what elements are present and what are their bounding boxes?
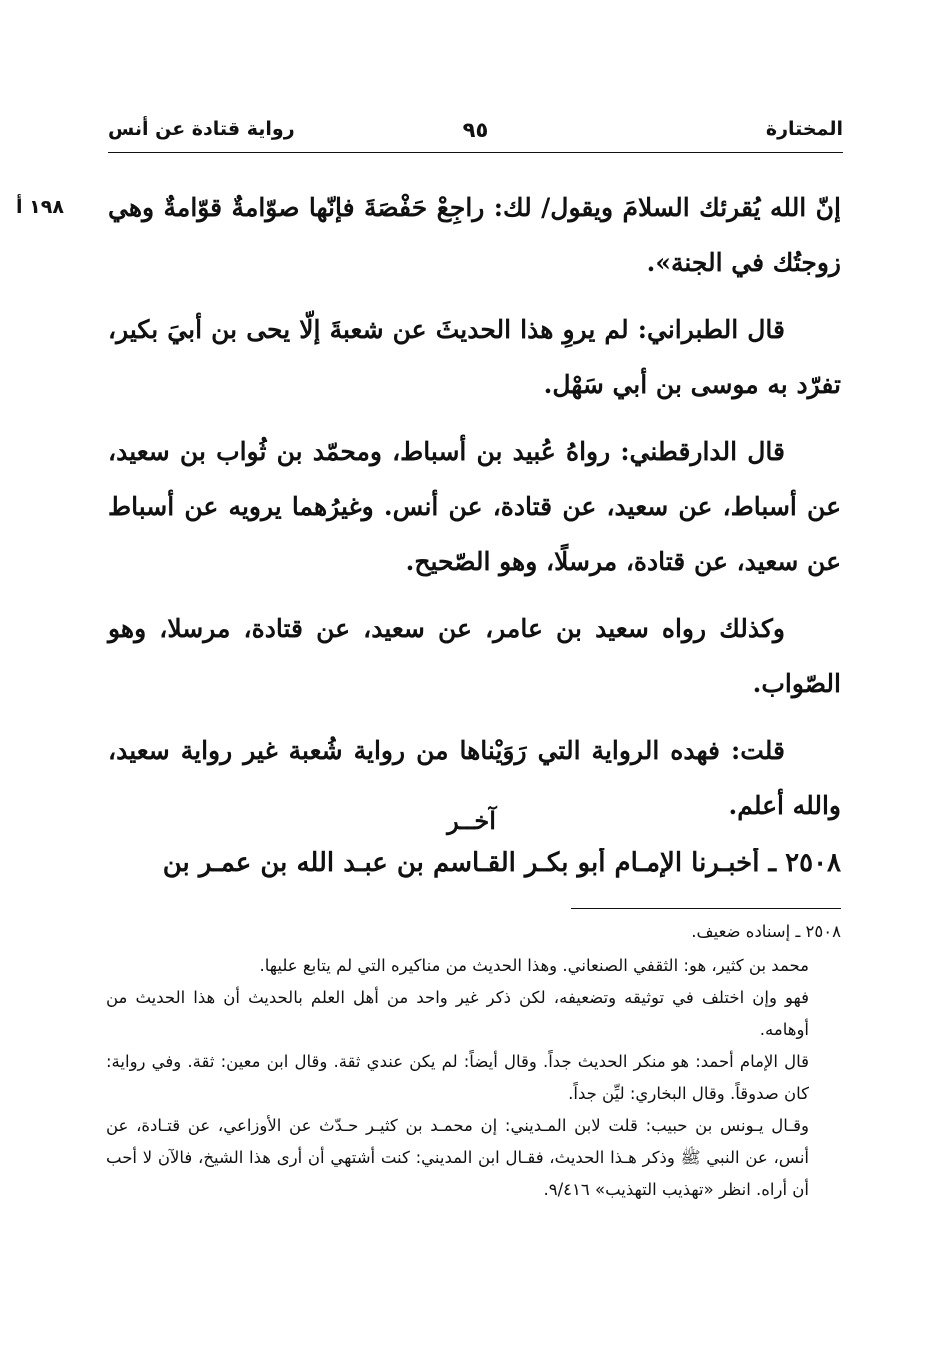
- running-header: [108, 118, 843, 154]
- footnote-paragraph: فهو وإن اختلف في توثيقه وتضعيفه، لكن ذكر غير واحد من أهل العلم بالحديث أن هذا الحديث من أوهامه.: [106, 988, 809, 1039]
- header-divider: [108, 152, 843, 153]
- body-paragraph: إنّ الله يُقرئك السلامَ ويقول/ لك: راجِعْ حَفْصَةَ فإنّها صوّامةٌ قوّامةٌ وهي زوجتُك في الجنة».: [108, 193, 841, 277]
- hadith-opening: ٢٥٠٨ ـ أخبـرنا الإمـام أبو بكـر القـاسم بن عبـد الله بن عمـر بن: [162, 848, 841, 878]
- footnotes: [106, 916, 841, 1206]
- chapter-title: رواية قتادة عن أنس: [108, 118, 295, 140]
- footnote-paragraph: وقـال يـونس بن حبيب: قلت لابن المـديني: إن محمـد بن كثيـر حـدّث عن الأوزاعي، عن قتـادة، عن أنس، عن النبي ﷺ وذكر هـذا الحديث، فقـال ابن المديني: كنت أشتهي أن أرى هذا الشيخ، فالآن لا أحب أن أراه. انظر «تهذيب التهذيب» ٩/٤١٦.: [106, 1116, 809, 1199]
- body-paragraph: وكذلك رواه سعيد بن عامر، عن سعيد، عن قتادة، مرسلا، وهو الصّواب.: [108, 614, 841, 698]
- footnote-head: ٢٥٠٨ ـ إسناده ضعيف.: [691, 922, 841, 941]
- footnote-paragraph: محمد بن كثير، هو: الثقفي الصنعاني. وهذا الحديث من مناكيره التي لم يتابع عليها.: [259, 956, 809, 975]
- footnote-paragraph: قال الإمام أحمد: هو منكر الحديث جداً. وقال أيضاً: لم يكن عندي ثقة. وقال ابن معين: ثقة. وفي رواية: كان صدوقاً. وقال البخاري: ليِّن جداً.: [106, 1052, 809, 1103]
- page-number: ٩٥: [462, 118, 489, 142]
- body-paragraph: قال الطبراني: لم يروِ هذا الحديثَ عن شعبةَ إلّا يحى بن أبيَ بكير، تفرّد به موسى بن أبي سَهْل.: [108, 315, 841, 399]
- body-paragraph: قلت: فهده الرواية التي رَوَيْناها من رواية شُعبة غير رواية سعيد، والله أعلم.: [108, 736, 841, 820]
- section-title: آخــر: [447, 806, 496, 835]
- main-text: [108, 180, 841, 845]
- body-paragraph: قال الدارقطني: رواهُ عُبيد بن أسباط، ومحمّد بن ثُواب بن سعيد، عن أسباط، عن سعيد، عن قتادة، عن أنس. وغيرُهما يرويه عن أسباط عن سعيد، عن قتادة، مرسلًا، وهو الصّحيح.: [108, 437, 841, 576]
- book-title: المختارة: [765, 118, 843, 140]
- footnote-divider: [571, 908, 841, 909]
- manuscript-folio-ref: ١٩٨ أ: [16, 196, 64, 218]
